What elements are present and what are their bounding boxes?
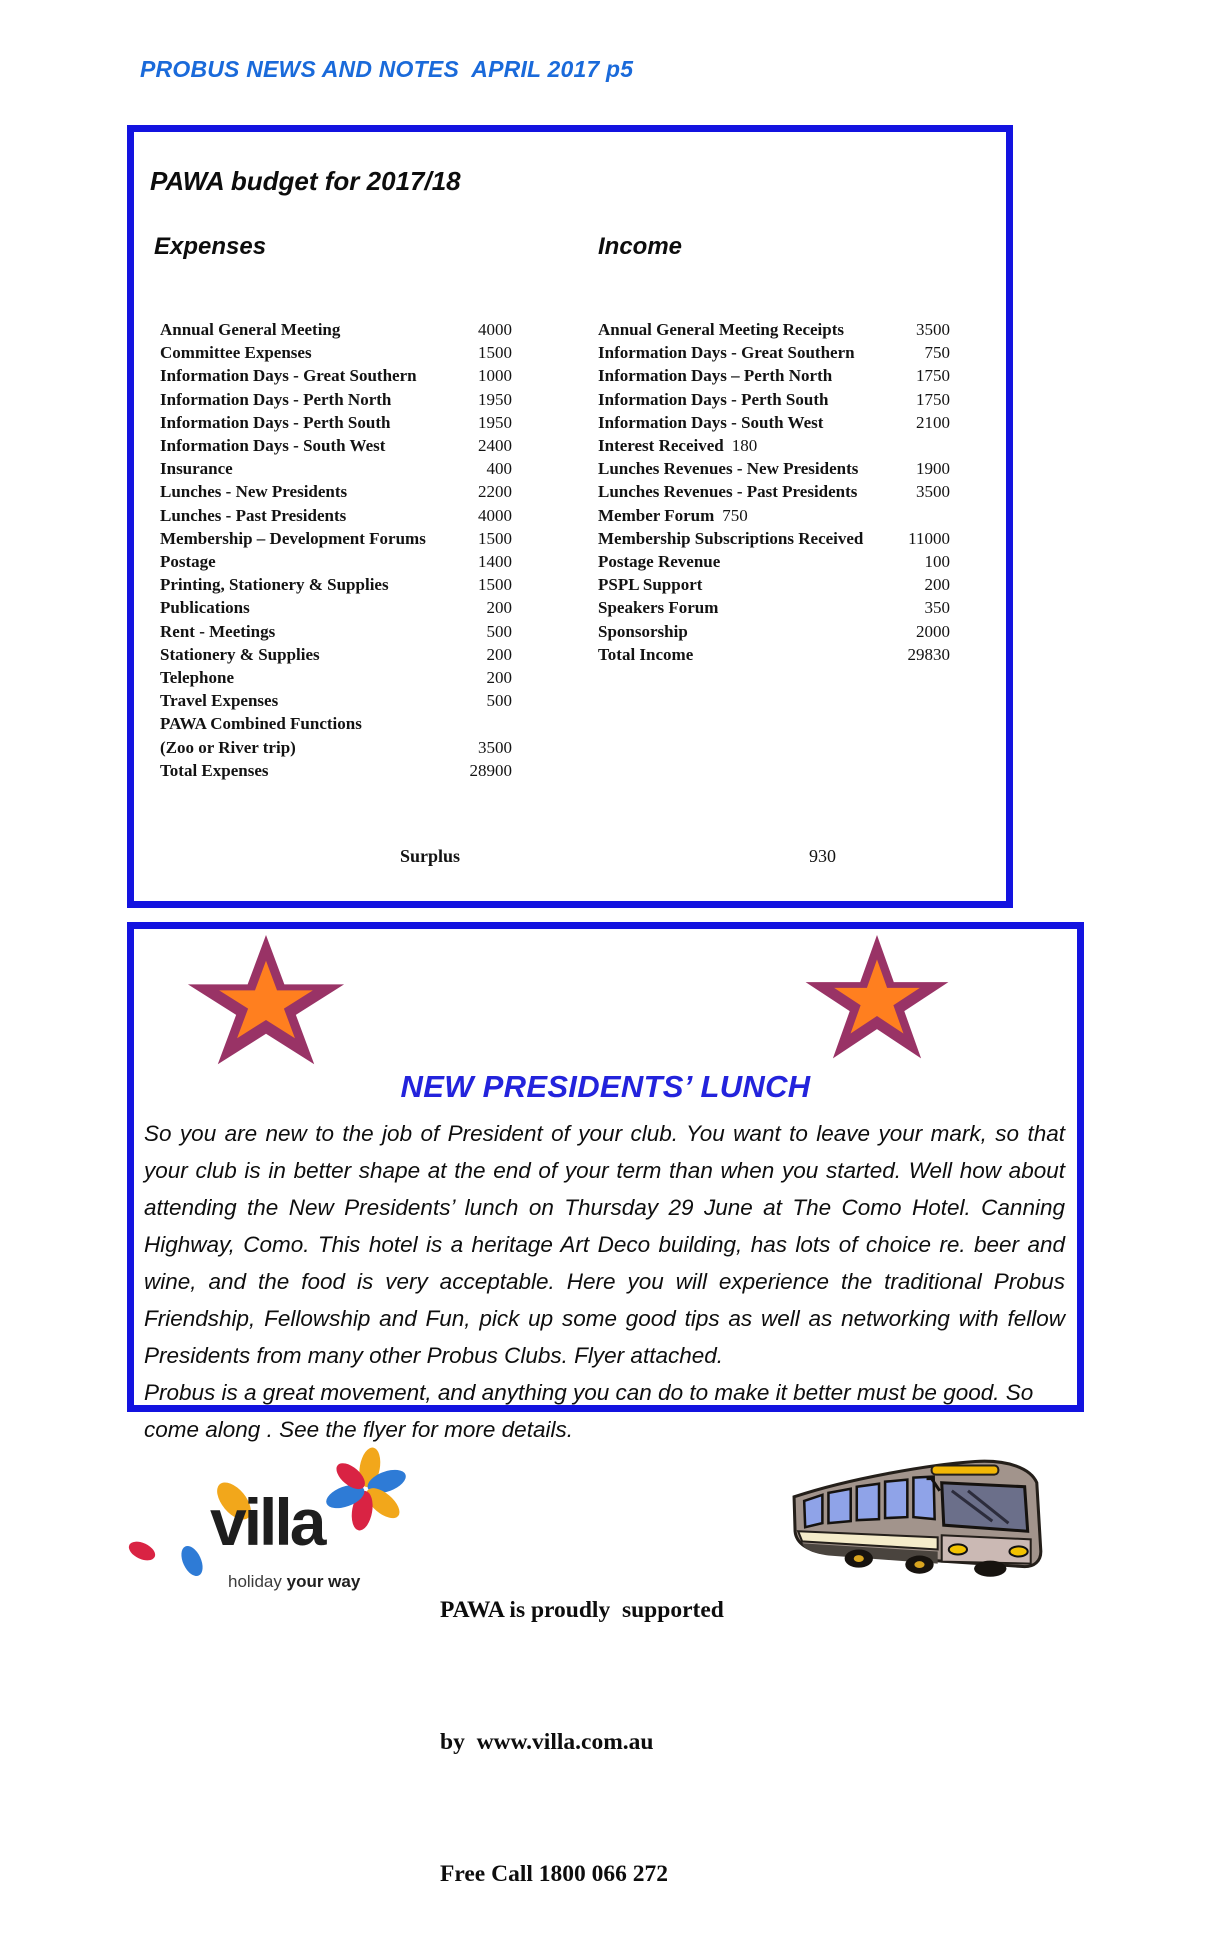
expense-row bbox=[160, 759, 512, 782]
budget-title: PAWA budget for 2017/18 bbox=[150, 166, 461, 196]
income-value: 11000 bbox=[908, 528, 950, 548]
income-row bbox=[598, 620, 950, 643]
budget-box bbox=[127, 125, 1013, 908]
lunch-paragraph: Probus is a great movement, and anything you can do to make it better must be good. So come along . See the flyer for more details. bbox=[144, 1380, 1034, 1442]
expense-value: 200 bbox=[486, 644, 512, 664]
income-row bbox=[598, 364, 950, 387]
expense-value: 500 bbox=[486, 691, 512, 711]
expense-row bbox=[160, 550, 512, 573]
expense-label: Telephone bbox=[160, 668, 235, 688]
expense-value: 400 bbox=[486, 459, 512, 479]
income-label: Speakers Forum bbox=[598, 598, 719, 618]
expense-label: Information Days - Great Southern bbox=[160, 366, 417, 386]
expense-row bbox=[160, 480, 512, 503]
expense-label: (Zoo or River trip) bbox=[160, 737, 296, 757]
expense-value: 3500 bbox=[478, 737, 512, 757]
income-label: Lunches Revenues - Past Presidents bbox=[598, 482, 858, 502]
income-value: 750 bbox=[722, 505, 748, 525]
surplus-label: Surplus bbox=[400, 846, 461, 866]
income-value: 1750 bbox=[916, 366, 950, 386]
expense-row bbox=[160, 643, 512, 666]
expense-label: Postage bbox=[160, 552, 216, 572]
income-label: PSPL Support bbox=[598, 575, 703, 595]
income-label: Information Days - South West bbox=[598, 412, 824, 432]
income-value: 29830 bbox=[907, 644, 950, 664]
support-line: PAWA is proudly supported bbox=[440, 1597, 724, 1623]
expense-row bbox=[160, 341, 512, 364]
expense-value: 200 bbox=[486, 598, 512, 618]
income-value: 350 bbox=[924, 598, 950, 618]
expense-label: Rent - Meetings bbox=[160, 621, 276, 641]
villa-tagline-light: holiday bbox=[228, 1572, 287, 1591]
expense-row bbox=[160, 573, 512, 596]
expense-value: 4000 bbox=[478, 505, 512, 525]
expense-value: 1500 bbox=[478, 343, 512, 363]
expense-value: 1500 bbox=[478, 575, 512, 595]
expense-label: Information Days - Perth South bbox=[160, 412, 391, 432]
income-value: 180 bbox=[731, 436, 758, 456]
expense-label: Total Expenses bbox=[160, 760, 269, 780]
lunch-paragraph: So you are new to the job of President of your club. You want to leave your mark, so that your club is in better shape at the end of your term than when you started. Well how about attending the New Presidents’ lunch on Thursday 29 June at The Como Hotel. Canning Highway, Como. This hotel is a heritage Art Deco building, has lots of choice re. beer and wine, and the food is very acceptable. Here you will experience the traditional Probus Friendship, Fellowship and Fun, pick up some good tips as well as networking with fellow Presidents from many other Probus Clubs. Flyer attached. bbox=[144, 1121, 1065, 1368]
expense-row bbox=[160, 666, 512, 689]
expense-label: Membership – Development Forums bbox=[160, 528, 426, 548]
income-row bbox=[598, 318, 950, 341]
expense-value: 500 bbox=[486, 621, 512, 641]
income-value: 1900 bbox=[916, 459, 950, 479]
income-row bbox=[598, 550, 950, 573]
income-value: 3500 bbox=[916, 482, 950, 502]
income-label: Interest Received bbox=[598, 436, 724, 456]
star-icon bbox=[184, 935, 348, 1065]
expense-row bbox=[160, 527, 512, 550]
income-label: Total Income bbox=[598, 644, 694, 664]
income-value: 3500 bbox=[916, 320, 950, 339]
expense-value: 1950 bbox=[478, 389, 512, 409]
income-row bbox=[598, 457, 950, 480]
expense-row bbox=[160, 596, 512, 619]
support-text bbox=[440, 1462, 724, 1957]
expense-row bbox=[160, 736, 512, 759]
expense-label: Travel Expenses bbox=[160, 691, 279, 711]
expense-value: 1500 bbox=[478, 528, 512, 548]
income-value: 2000 bbox=[916, 621, 950, 641]
expense-value: 1950 bbox=[478, 412, 512, 432]
expense-row bbox=[160, 388, 512, 411]
expense-label: Lunches - New Presidents bbox=[160, 482, 348, 502]
expense-value: 200 bbox=[486, 668, 512, 688]
expense-label: Stationery & Supplies bbox=[160, 644, 320, 664]
expense-row bbox=[160, 504, 512, 527]
expense-row bbox=[160, 620, 512, 643]
income-value: 1750 bbox=[916, 389, 950, 409]
expenses-table bbox=[160, 318, 512, 782]
expense-label: Information Days - South West bbox=[160, 436, 386, 456]
lunch-box bbox=[127, 922, 1084, 1442]
expense-label: Information Days - Perth North bbox=[160, 389, 392, 409]
villa-tagline-bold: your way bbox=[286, 1572, 361, 1591]
income-label: Information Days – Perth North bbox=[598, 366, 833, 386]
income-value: 100 bbox=[924, 552, 950, 572]
villa-logo bbox=[126, 1444, 446, 1596]
expense-label: Committee Expenses bbox=[160, 343, 312, 363]
expenses-heading: Expenses bbox=[154, 233, 267, 260]
income-row bbox=[598, 388, 950, 411]
expense-label: Publications bbox=[160, 598, 250, 618]
page-title: PROBUS NEWS AND NOTES APRIL 2017 p5 bbox=[140, 56, 634, 82]
income-value: 2100 bbox=[916, 412, 950, 432]
expense-label: PAWA Combined Functions bbox=[160, 714, 362, 734]
villa-tagline bbox=[228, 1572, 360, 1592]
expense-value: 2400 bbox=[478, 436, 512, 456]
surplus-value: 930 bbox=[809, 846, 836, 866]
expense-row bbox=[160, 364, 512, 387]
income-label: Information Days - Perth South bbox=[598, 389, 829, 409]
expense-label: Insurance bbox=[160, 459, 233, 479]
lunch-body bbox=[144, 1115, 1065, 1448]
income-label: Membership Subscriptions Received bbox=[598, 528, 864, 548]
income-label: Postage Revenue bbox=[598, 552, 721, 572]
income-row bbox=[598, 573, 950, 596]
income-value: 200 bbox=[924, 575, 950, 595]
income-row bbox=[598, 480, 950, 503]
support-line: Free Call 1800 066 272 bbox=[440, 1861, 669, 1887]
lunch-title: NEW PRESIDENTS’ LUNCH bbox=[400, 1069, 811, 1104]
bus-illustration-icon bbox=[788, 1438, 1056, 1580]
expense-value: 1400 bbox=[478, 552, 512, 572]
income-row bbox=[598, 643, 950, 666]
expense-value: 2200 bbox=[478, 482, 512, 502]
expense-row bbox=[160, 712, 512, 735]
expense-label: Annual General Meeting bbox=[160, 320, 341, 339]
income-row bbox=[598, 527, 950, 550]
income-table bbox=[598, 318, 950, 666]
income-row bbox=[598, 411, 950, 434]
income-row bbox=[598, 504, 950, 527]
support-line: by www.villa.com.au bbox=[440, 1729, 654, 1755]
income-label: Sponsorship bbox=[598, 621, 688, 641]
income-value: 750 bbox=[924, 343, 950, 363]
expense-row bbox=[160, 434, 512, 457]
expense-label: Lunches - Past Presidents bbox=[160, 505, 347, 525]
expense-value: 1000 bbox=[478, 366, 512, 386]
income-row bbox=[598, 596, 950, 619]
income-label: Annual General Meeting Receipts bbox=[598, 320, 844, 339]
villa-wordmark: villa bbox=[210, 1485, 324, 1559]
income-label: Lunches Revenues - New Presidents bbox=[598, 459, 859, 479]
star-icon bbox=[802, 935, 952, 1059]
income-row bbox=[598, 434, 950, 457]
surplus-row bbox=[400, 846, 836, 867]
income-label: Member Forum bbox=[598, 505, 715, 525]
expense-row bbox=[160, 411, 512, 434]
expense-row bbox=[160, 689, 512, 712]
expense-row bbox=[160, 457, 512, 480]
income-label: Information Days - Great Southern bbox=[598, 343, 855, 363]
expense-value: 28900 bbox=[469, 760, 512, 780]
income-heading: Income bbox=[598, 233, 683, 260]
income-row bbox=[598, 341, 950, 364]
expense-value: 4000 bbox=[478, 320, 512, 339]
expense-row bbox=[160, 318, 512, 341]
expense-label: Printing, Stationery & Supplies bbox=[160, 575, 389, 595]
